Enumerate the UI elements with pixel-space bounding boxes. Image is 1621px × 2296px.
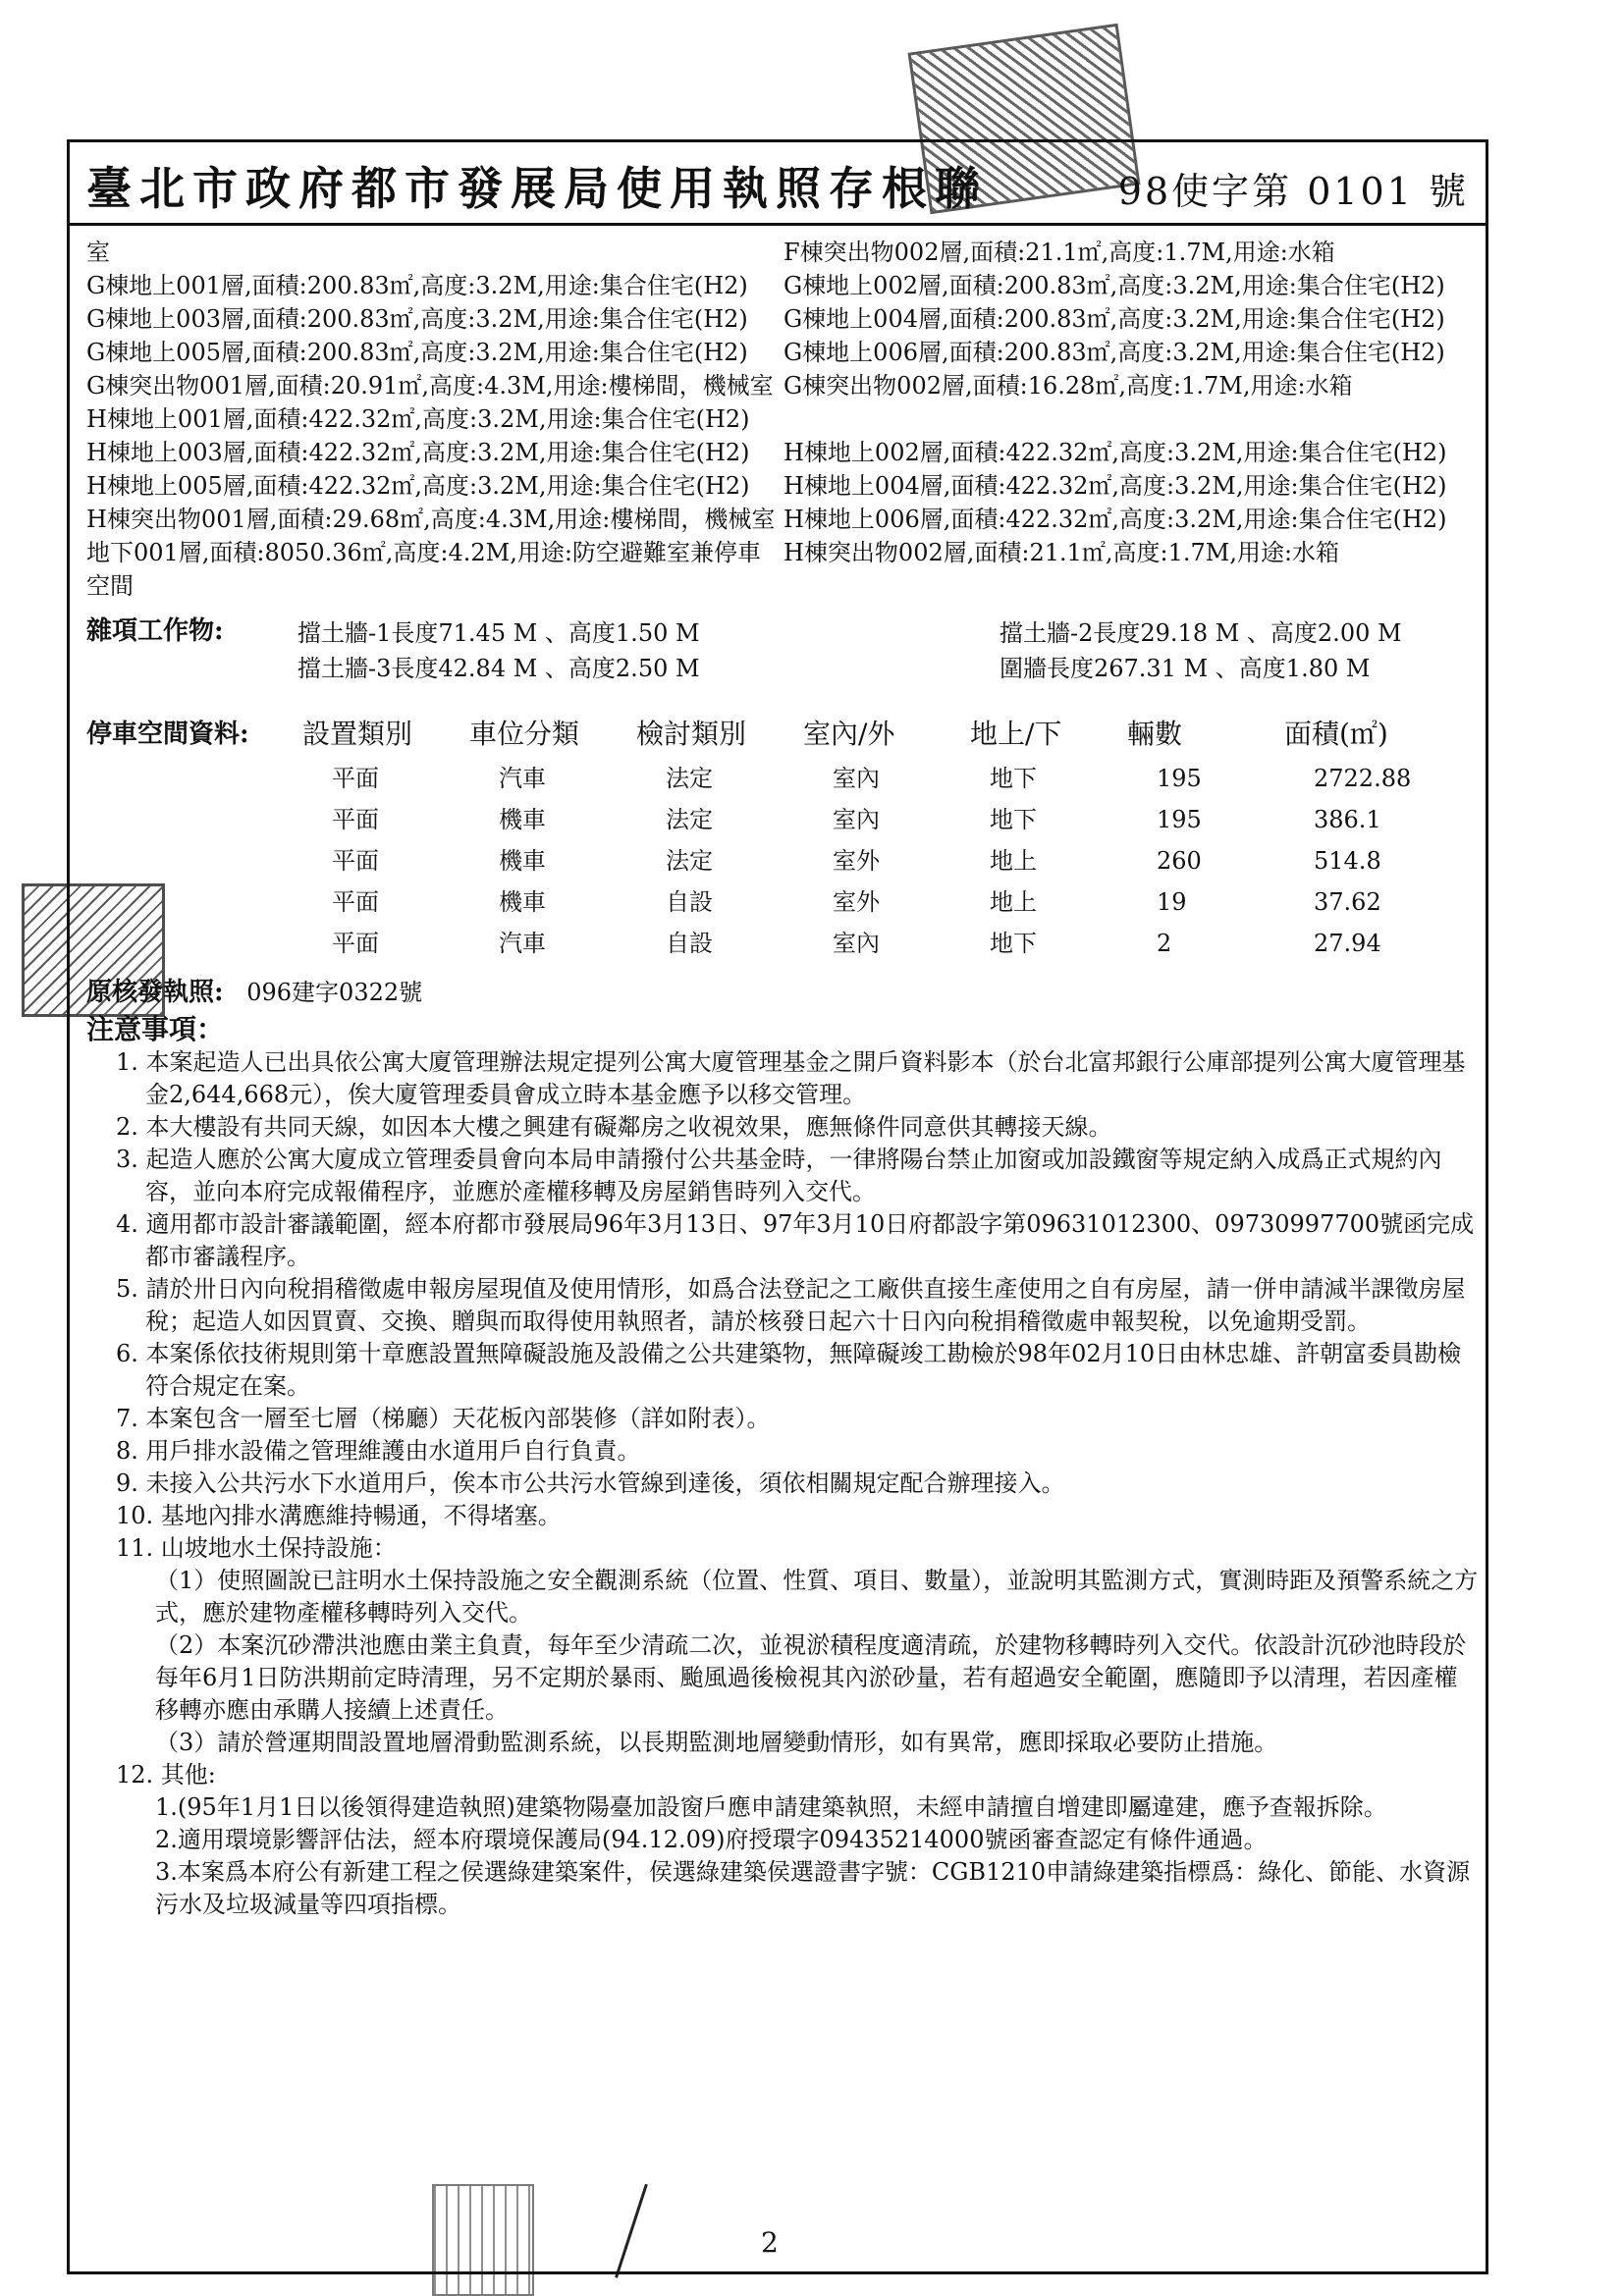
title-row <box>67 139 1488 226</box>
parking-cell: 機車 <box>499 888 546 916</box>
parking-table <box>86 711 1481 964</box>
note-item: 2. 本大樓設有共同天線，如因本大樓之興建有礙鄰房之收視效果，應無條件同意供其轉接天線。 <box>116 1113 1112 1141</box>
parking-cell: 機車 <box>499 847 546 875</box>
parking-cell: 19 <box>1157 888 1187 916</box>
floor-line: G棟地上003層,面積:200.83㎡,高度:3.2M,用途:集合住宅(H2) <box>86 305 748 333</box>
parking-cell: 汽車 <box>499 765 546 792</box>
note-item: 5. 請於卅日內向稅捐稽徵處申報房屋現值及使用情形，如爲合法登記之工廠供直接生產使用之自有房屋，請一併申請減半課徵房屋稅；起造人如因買賣、交換、贈與而取得使用執照者，請於核發日起六十日內向稅捐稽徵處申報契稅，以免逾期受罰。 <box>116 1275 1466 1335</box>
note-item: 11. 山坡地水土保持設施： <box>116 1534 397 1562</box>
note-subitem: （3）請於營運期間設置地層滑動監測系統，以長期監測地層變動情形，如有異常，應即採取必要防止措施。 <box>155 1729 1278 1756</box>
original-permit-line <box>86 976 1481 1009</box>
parking-header-cell: 輛數 <box>1127 718 1183 750</box>
parking-row <box>86 840 1481 881</box>
note-subitem: 1.(95年1月1日以後領得建造執照)建築物陽臺加設窗戶應申請建築執照，未經申請擅自增建即屬違建，應予查報拆除。 <box>155 1793 1387 1821</box>
parking-header-cell: 車位分類 <box>469 718 580 750</box>
parking-label: 停車空間資料: <box>86 720 249 749</box>
note-item: 4. 適用都市設計審議範圍，經本府都市發展局96年3月13日、97年3月10日府都設字第09631012300、09730997700號函完成都市審議程序。 <box>116 1210 1475 1270</box>
parking-cell: 37.62 <box>1314 888 1381 916</box>
parking-cell: 地下 <box>990 765 1037 792</box>
floor-line: G棟地上006層,面積:200.83㎡,高度:3.2M,用途:集合住宅(H2) <box>783 339 1445 366</box>
parking-row <box>86 881 1481 923</box>
misc-work-item: 擋土牆-2長度29.18 M 、高度2.00 M <box>1000 619 1402 647</box>
floor-line: H棟地上006層,面積:422.32㎡,高度:3.2M,用途:集合住宅(H2) <box>783 506 1447 533</box>
title-stamp-overlay: 聯 <box>935 162 988 215</box>
parking-cell: 平面 <box>332 888 379 916</box>
parking-cell: 法定 <box>666 847 713 875</box>
floor-listing-left <box>86 236 783 603</box>
parking-cell: 地下 <box>990 806 1037 833</box>
parking-cell: 平面 <box>332 806 379 833</box>
title-text: 臺北市政府都市發展局使用執照存根 <box>86 162 935 215</box>
note-item: 7. 本案包含一層至七層（梯廳）天花板內部裝修（詳如附表）。 <box>116 1405 771 1432</box>
floor-line: 室 <box>86 239 110 266</box>
misc-works-label: 雜項工作物: <box>86 616 224 646</box>
parking-row <box>86 799 1481 840</box>
floor-line: G棟突出物001層,面積:20.91㎡,高度:4.3M,用途:樓梯間，機械室 <box>86 372 774 400</box>
parking-cell: 室內 <box>833 806 880 833</box>
floor-listing <box>86 236 1481 603</box>
parking-row <box>86 923 1481 964</box>
floor-listing-right <box>783 236 1481 603</box>
parking-cell: 195 <box>1157 765 1202 792</box>
floor-line: G棟突出物002層,面積:16.28㎡,高度:1.7M,用途:水箱 <box>783 372 1353 400</box>
parking-cell: 地下 <box>990 930 1037 957</box>
floor-line: H棟地上001層,面積:422.32㎡,高度:3.2M,用途:集合住宅(H2) <box>86 405 750 433</box>
parking-cell: 地上 <box>990 888 1037 916</box>
parking-cell: 自設 <box>666 930 713 957</box>
note-item: 10. 基地內排水溝應維持暢通，不得堵塞。 <box>116 1502 562 1529</box>
floor-line: H棟地上005層,面積:422.32㎡,高度:3.2M,用途:集合住宅(H2) <box>86 472 750 500</box>
floor-line: G棟地上001層,面積:200.83㎡,高度:3.2M,用途:集合住宅(H2) <box>86 272 748 299</box>
parking-cell: 室內 <box>833 930 880 957</box>
parking-cell: 室內 <box>833 765 880 792</box>
notes-title: 注意事項： <box>86 1013 225 1045</box>
misc-works-section <box>86 614 1481 703</box>
misc-work-item: 圍牆長度267.31 M 、高度1.80 M <box>1000 655 1371 682</box>
parking-cell: 法定 <box>666 806 713 833</box>
note-item: 8. 用戶排水設備之管理維護由水道用戶自行負責。 <box>116 1437 641 1465</box>
parking-cell: 2722.88 <box>1314 765 1412 792</box>
floor-line: H棟突出物001層,面積:29.68㎡,高度:4.3M,用途:樓梯間，機械室 <box>86 506 776 533</box>
parking-cell: 室外 <box>833 847 880 875</box>
note-item: 12. 其他: <box>116 1761 216 1789</box>
floor-line: F棟突出物002層,面積:21.1㎡,高度:1.7M,用途:水箱 <box>783 239 1335 266</box>
parking-header-cell: 地上/下 <box>970 718 1062 750</box>
parking-cell: 平面 <box>332 930 379 957</box>
document-title <box>86 153 988 218</box>
floor-line: H棟地上004層,面積:422.32㎡,高度:3.2M,用途:集合住宅(H2) <box>783 472 1447 500</box>
original-permit-value: 096建字0322號 <box>246 979 423 1006</box>
parking-cell: 平面 <box>332 765 379 792</box>
note-item: 6. 本案係依技術規則第十章應設置無障礙設施及設備之公共建築物，無障礙竣工勘檢於98年02月10日由林忠雄、許朝富委員勘檢符合規定在案。 <box>116 1340 1462 1400</box>
parking-cell: 260 <box>1157 847 1202 875</box>
floor-line: H棟地上002層,面積:422.32㎡,高度:3.2M,用途:集合住宅(H2) <box>783 439 1447 466</box>
parking-cell: 法定 <box>666 765 713 792</box>
parking-cell: 平面 <box>332 847 379 875</box>
note-item: 9. 未接入公共污水下水道用戶，俟本市公共污水管線到達後，須依相關規定配合辦理接入。 <box>116 1469 1065 1497</box>
floor-line: 地下001層,面積:8050.36㎡,高度:4.2M,用途:防空避難室兼停車空間 <box>86 539 761 600</box>
floor-line: G棟地上002層,面積:200.83㎡,高度:3.2M,用途:集合住宅(H2) <box>783 272 1445 299</box>
parking-cell: 自設 <box>666 888 713 916</box>
parking-cell: 機車 <box>499 806 546 833</box>
permit-number: 98使字第 0101 號 <box>1117 170 1469 213</box>
parking-cell: 地上 <box>990 847 1037 875</box>
parking-header-cell: 面積(㎡) <box>1284 718 1388 750</box>
misc-work-item: 擋土牆-3長度42.84 M 、高度2.50 M <box>297 655 700 682</box>
parking-header-row <box>86 711 1481 758</box>
document-content <box>86 236 1481 1921</box>
note-subitem: 2.適用環境影響評估法，經本府環境保護局(94.12.09)府授環字09435214000號函審查認定有條件通過。 <box>155 1826 1268 1853</box>
parking-cell: 514.8 <box>1314 847 1381 875</box>
floor-line: G棟地上005層,面積:200.83㎡,高度:3.2M,用途:集合住宅(H2) <box>86 339 748 366</box>
parking-cell: 386.1 <box>1314 806 1381 833</box>
note-item: 3. 起造人應於公寓大廈成立管理委員會向本局申請撥付公共基金時，一律將陽台禁止加窗或加設鐵窗等規定納入成爲正式規約內容，並向本府完成報備程序，並應於產權移轉及房屋銷售時列入交代。 <box>116 1146 1442 1205</box>
parking-header-cell: 室內/外 <box>803 718 895 750</box>
parking-header-cell: 設置類別 <box>302 718 413 750</box>
note-subitem: （1）使照圖說已註明水土保持設施之安全觀測系統（位置、性質、項目、數量），並說明其監測方式，實測時距及預警系統之方式，應於建物產權移轉時列入交代。 <box>155 1567 1479 1627</box>
parking-header-cell: 檢討類別 <box>636 718 747 750</box>
parking-cell: 汽車 <box>499 930 546 957</box>
floor-line: H棟突出物002層,面積:21.1㎡,高度:1.7M,用途:水箱 <box>783 539 1340 566</box>
parking-row <box>86 758 1481 799</box>
parking-cell: 室外 <box>833 888 880 916</box>
floor-line: G棟地上004層,面積:200.83㎡,高度:3.2M,用途:集合住宅(H2) <box>783 305 1445 333</box>
note-item: 1. 本案起造人已出具依公寓大廈管理辦法規定提列公寓大廈管理基金之開戶資料影本（於台北富邦銀行公庫部提列公寓大廈管理基金2,644,668元），俟大廈管理委員會成立時本基金應予以移交管理。 <box>116 1048 1466 1108</box>
parking-cell: 2 <box>1157 930 1172 957</box>
parking-cell: 27.94 <box>1314 930 1381 957</box>
floor-line: H棟地上003層,面積:422.32㎡,高度:3.2M,用途:集合住宅(H2) <box>86 439 750 466</box>
note-subitem: （2）本案沉砂滯洪池應由業主負責，每年至少清疏二次，並視淤積程度適清疏，於建物移轉時列入交代。依設計沉砂池時段於每年6月1日防洪期前定時清理，另不定期於暴雨、颱風過後檢視其內淤砂量，若有超過安全範圍，應隨即予以清理，若因產權移轉亦應由承購人接續上述責任。 <box>155 1631 1467 1724</box>
note-subitem: 3.本案爲本府公有新建工程之侯選綠建築案件，侯選綠建築侯選證書字號：CGB1210申請綠建築指標爲：綠化、節能、水資源污水及垃圾減量等四項指標。 <box>155 1858 1471 1918</box>
misc-work-item: 擋土牆-1長度71.45 M 、高度1.50 M <box>297 619 700 647</box>
page-number: 2 <box>761 2226 779 2259</box>
original-permit-label: 原核發執照: <box>86 978 224 1007</box>
parking-cell: 195 <box>1157 806 1202 833</box>
